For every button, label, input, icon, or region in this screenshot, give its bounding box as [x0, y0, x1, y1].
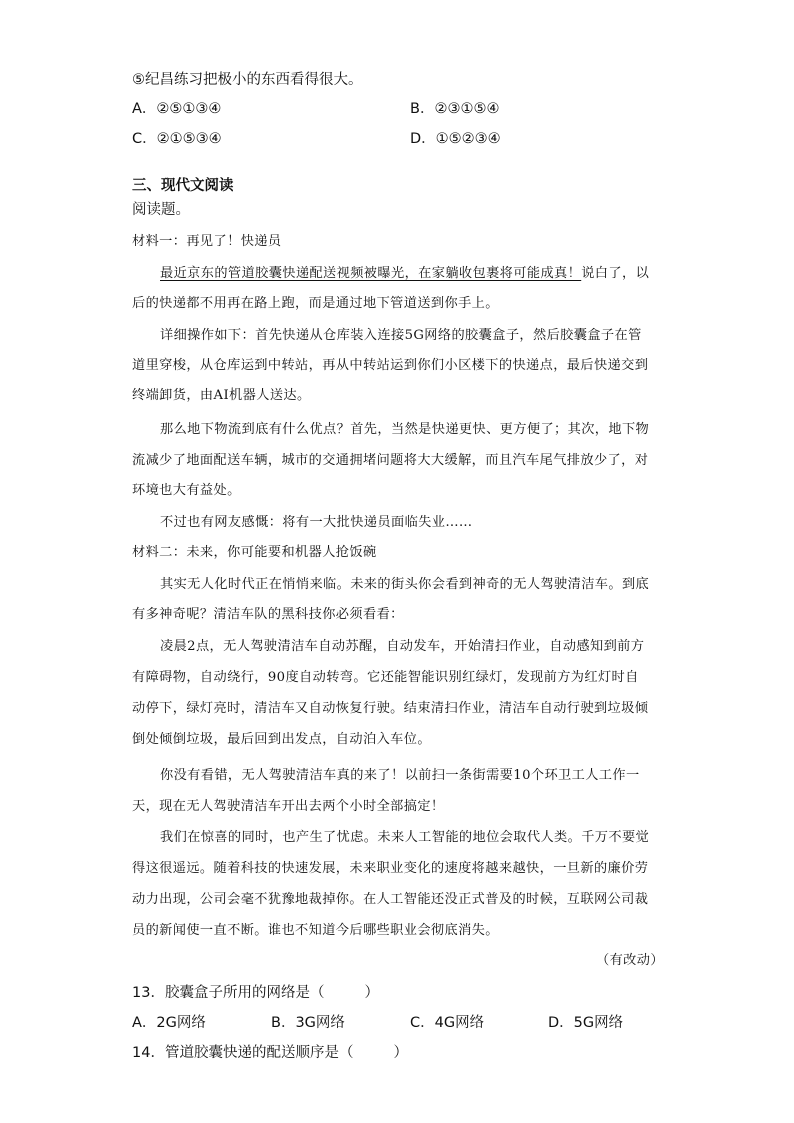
material-1-paragraph-2-line-3: 终端卸货，由AI机器人送达。 — [132, 388, 311, 403]
question-stem-close: ） — [393, 1045, 408, 1061]
material-2-paragraph-2-line-3: 动停下，绿灯亮时，清洁车又自动恢复行驶。结束清扫作业，清洁车自动行驶到垃圾倾 — [132, 701, 649, 716]
question-14-stem — [132, 1043, 408, 1063]
option-d: D．①⑤②③④ — [410, 131, 501, 147]
option-b: B．②③①⑤④ — [410, 101, 500, 117]
material-1-paragraph-4: 不过也有网友感慨：将有一大批快递员面临失业…… — [160, 515, 473, 530]
material-1-paragraph-3-line-2: 流减少了地面配送车辆，城市的交通拥堵问题将大大缓解，而且汽车尾气排放少了，对 — [132, 453, 649, 468]
question-stem-close: ） — [364, 985, 379, 1001]
material-1-paragraph-2-line-1: 详细操作如下：首先快递从仓库装入连接5G网络的胶囊盒子，然后胶囊盒子在管 — [160, 328, 642, 343]
option-a: A．②⑤①③④ — [132, 101, 222, 117]
material-2-paragraph-4-line-4: 员的新闻使一直不断。谁也不知道今后哪些职业会彻底消失。 — [132, 923, 499, 938]
option-c: C．②①⑤③④ — [132, 131, 222, 147]
material-2-paragraph-3-line-2: 天，现在无人驾驶清洁车开出去两个小时全部搞定！ — [132, 799, 445, 814]
question-item-5: ⑤纪昌练习把极小的东西看得很大。 — [132, 72, 363, 88]
source-note: （有改动） — [596, 953, 664, 968]
material-1-paragraph-3-line-1: 那么地下物流到底有什么优点？首先，当然是快递更快、更方便了；其次，地下物 — [160, 422, 650, 437]
q13-option-a: A．2G网络 — [132, 1015, 206, 1031]
material-2-paragraph-1-line-1: 其实无人化时代正在悄悄来临。未来的街头你会看到神奇的无人驾驶清洁车。到底 — [160, 577, 650, 592]
material-2-paragraph-4-line-2: 得这很遥远。随着科技的快速发展，未来职业变化的速度将越来越快，一旦新的廉价劳 — [132, 861, 649, 876]
material-1-paragraph-2-line-2: 道里穿梭，从仓库运到中转站，再从中转站运到你们小区楼下的快递点，最后快递交到 — [132, 358, 649, 373]
material-2-paragraph-4-line-3: 动力出现，公司会毫不犹豫地裁掉你。在人工智能还没正式普及的时候，互联网公司裁 — [132, 892, 649, 907]
q13-option-b: B．3G网络 — [271, 1015, 345, 1031]
question-stem-text: 13．胶囊盒子所用的网络是（ — [132, 985, 325, 1001]
paragraph-text: 说白了，以 — [581, 266, 650, 281]
q13-option-d: D．5G网络 — [548, 1015, 624, 1031]
material-1-title: 材料一：再见了！快递员 — [132, 234, 282, 249]
material-2-title: 材料二：未来，你可能要和机器人抢饭碗 — [132, 545, 377, 560]
material-2-paragraph-3-line-1: 你没有看错，无人驾驶清洁车真的来了！以前扫一条街需要10个环卫工人工作一 — [160, 768, 640, 783]
material-1-paragraph-1-line-2: 后的快递都不用再在路上跑，而是通过地下管道送到你手上。 — [132, 296, 499, 311]
material-2-paragraph-2-line-2: 有障碍物，自动绕行，90度自动转弯。它还能智能识别红绿灯，发现前方为红灯时自 — [132, 670, 639, 685]
question-13-stem — [132, 983, 379, 1003]
question-stem-text: 14．管道胶囊快递的配送顺序是（ — [132, 1045, 354, 1061]
material-1-paragraph-1 — [160, 264, 649, 284]
underlined-sentence: 最近京东的管道胶囊快递配送视频被曝光，在家躺收包裹将可能成真！ — [160, 266, 582, 281]
material-1-paragraph-3-line-3: 环境也大有益处。 — [132, 483, 241, 498]
section-heading: 三、现代文阅读 — [132, 178, 234, 194]
material-2-paragraph-1-line-2: 有多神奇呢？清洁车队的黑科技你必须看看： — [132, 607, 404, 622]
material-2-paragraph-2-line-4: 倒处倾倒垃圾，最后回到出发点，自动泊入车位。 — [132, 732, 431, 747]
q13-option-c: C．4G网络 — [410, 1015, 485, 1031]
material-2-paragraph-2-line-1: 凌晨2点，无人驾驶清洁车自动苏醒，自动发车，开始清扫作业，自动感知到前方 — [160, 639, 645, 654]
material-2-paragraph-4-line-1: 我们在惊喜的同时，也产生了忧虑。未来人工智能的地位会取代人类。千万不要觉 — [160, 830, 650, 845]
section-instruction: 阅读题。 — [132, 202, 190, 218]
